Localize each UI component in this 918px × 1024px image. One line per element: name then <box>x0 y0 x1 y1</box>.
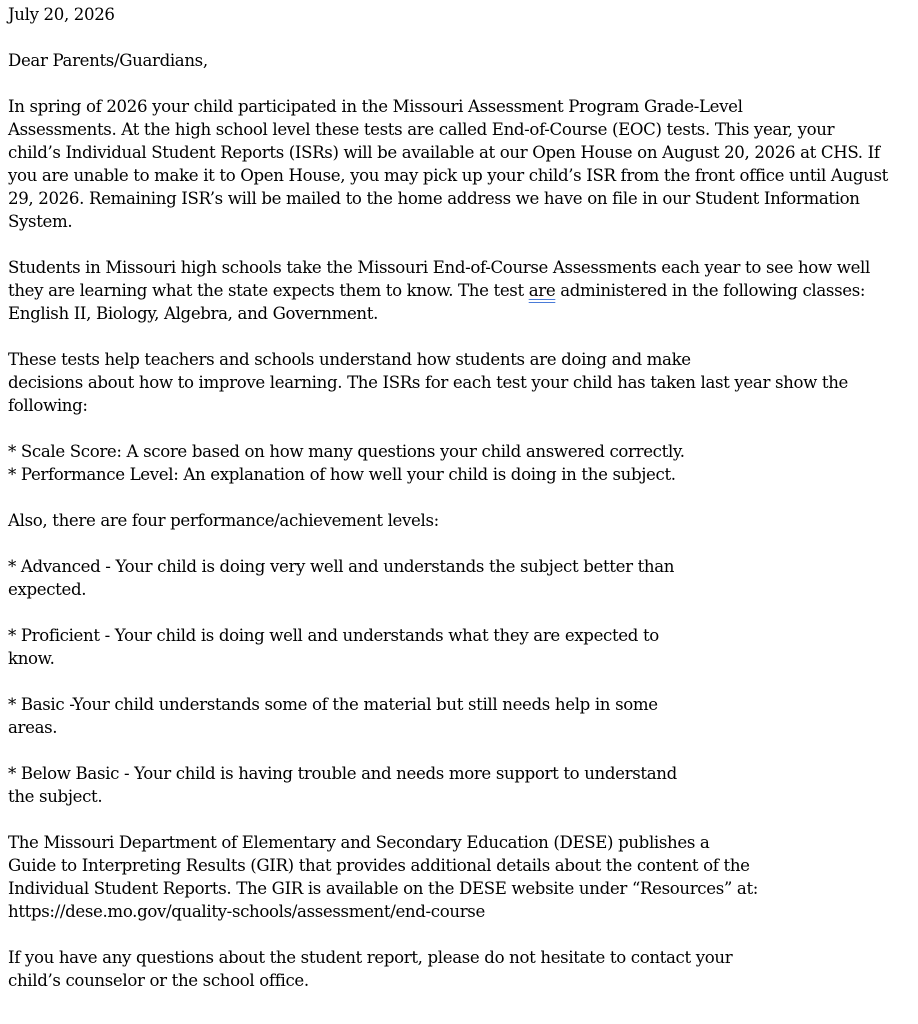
list-item-continuation: expected. <box>8 580 87 599</box>
blank-line <box>8 72 914 95</box>
text-line: you are unable to make it to Open House, you may pick up your child’s ISR from the front office until August <box>8 166 888 185</box>
blank-line <box>8 739 914 762</box>
level-below-basic <box>8 762 914 808</box>
text-line: System. <box>8 212 73 231</box>
paragraph-purpose <box>8 348 914 417</box>
text-line <box>8 279 914 302</box>
text-segment: they are learning what the state expects them to know. The test <box>8 281 529 300</box>
blank-line <box>8 417 914 440</box>
text-segment: administered in the following classes: <box>555 281 866 300</box>
text-line: decisions about how to improve learning. The ISRs for each test your child has taken last year show the <box>8 373 849 392</box>
dese-url: https://dese.mo.gov/quality-schools/assessment/end-course <box>8 902 485 921</box>
paragraph-intro <box>8 95 914 233</box>
text-line: If you have any questions about the student report, please do not hesitate to contact your <box>8 948 733 967</box>
text-line: These tests help teachers and schools understand how students are doing and make <box>8 350 691 369</box>
blank-line <box>8 26 914 49</box>
grammar-flagged-word[interactable]: are <box>528 281 556 300</box>
text-line: Individual Student Reports. The GIR is available on the DESE website under “Resources” at: <box>8 879 759 898</box>
blank-line <box>8 532 914 555</box>
list-item-continuation: areas. <box>8 718 58 737</box>
level-advanced <box>8 555 914 601</box>
blank-line <box>8 325 914 348</box>
blank-line <box>8 670 914 693</box>
text-line: child’s counselor or the school office. <box>8 971 309 990</box>
letter-date: July 20, 2026 <box>8 5 115 24</box>
levels-intro: Also, there are four performance/achievement levels: <box>8 511 439 530</box>
blank-line <box>8 233 914 256</box>
salutation: Dear Parents/Guardians, <box>8 51 208 70</box>
text-line: following: <box>8 396 88 415</box>
level-proficient <box>8 624 914 670</box>
text-line: child’s Individual Student Reports (ISRs) will be available at our Open House on August 20, 2026 at CHS. If <box>8 143 880 162</box>
text-line: 29, 2026. Remaining ISR’s will be mailed to the home address we have on file in our Student Information <box>8 189 860 208</box>
list-item: * Proficient - Your child is doing well and understands what they are expected to <box>8 626 659 645</box>
paragraph-contact <box>8 946 914 992</box>
report-items-list <box>8 440 914 486</box>
text-line: In spring of 2026 your child participated in the Missouri Assessment Program Grade-Level <box>8 97 743 116</box>
blank-line <box>8 601 914 624</box>
list-item: * Basic -Your child understands some of the material but still needs help in some <box>8 695 658 714</box>
text-line: English II, Biology, Algebra, and Government. <box>8 304 379 323</box>
blank-line <box>8 486 914 509</box>
paragraph-assessments <box>8 256 914 325</box>
text-line: The Missouri Department of Elementary and Secondary Education (DESE) publishes a <box>8 833 710 852</box>
text-line: Guide to Interpreting Results (GIR) that provides additional details about the content of the <box>8 856 750 875</box>
list-item: * Scale Score: A score based on how many questions your child answered correctly. <box>8 442 685 461</box>
text-line: Assessments. At the high school level these tests are called End-of-Course (EOC) tests. This year, your <box>8 120 835 139</box>
list-item: * Advanced - Your child is doing very well and understands the subject better than <box>8 557 675 576</box>
list-item: * Performance Level: An explanation of how well your child is doing in the subject. <box>8 465 676 484</box>
paragraph-dese <box>8 831 914 923</box>
document-body[interactable] <box>8 3 914 992</box>
blank-line <box>8 923 914 946</box>
level-basic <box>8 693 914 739</box>
list-item-continuation: the subject. <box>8 787 103 806</box>
list-item-continuation: know. <box>8 649 55 668</box>
blank-line <box>8 808 914 831</box>
text-line: Students in Missouri high schools take the Missouri End-of-Course Assessments each year to see how well <box>8 258 870 277</box>
list-item: * Below Basic - Your child is having trouble and needs more support to understand <box>8 764 677 783</box>
